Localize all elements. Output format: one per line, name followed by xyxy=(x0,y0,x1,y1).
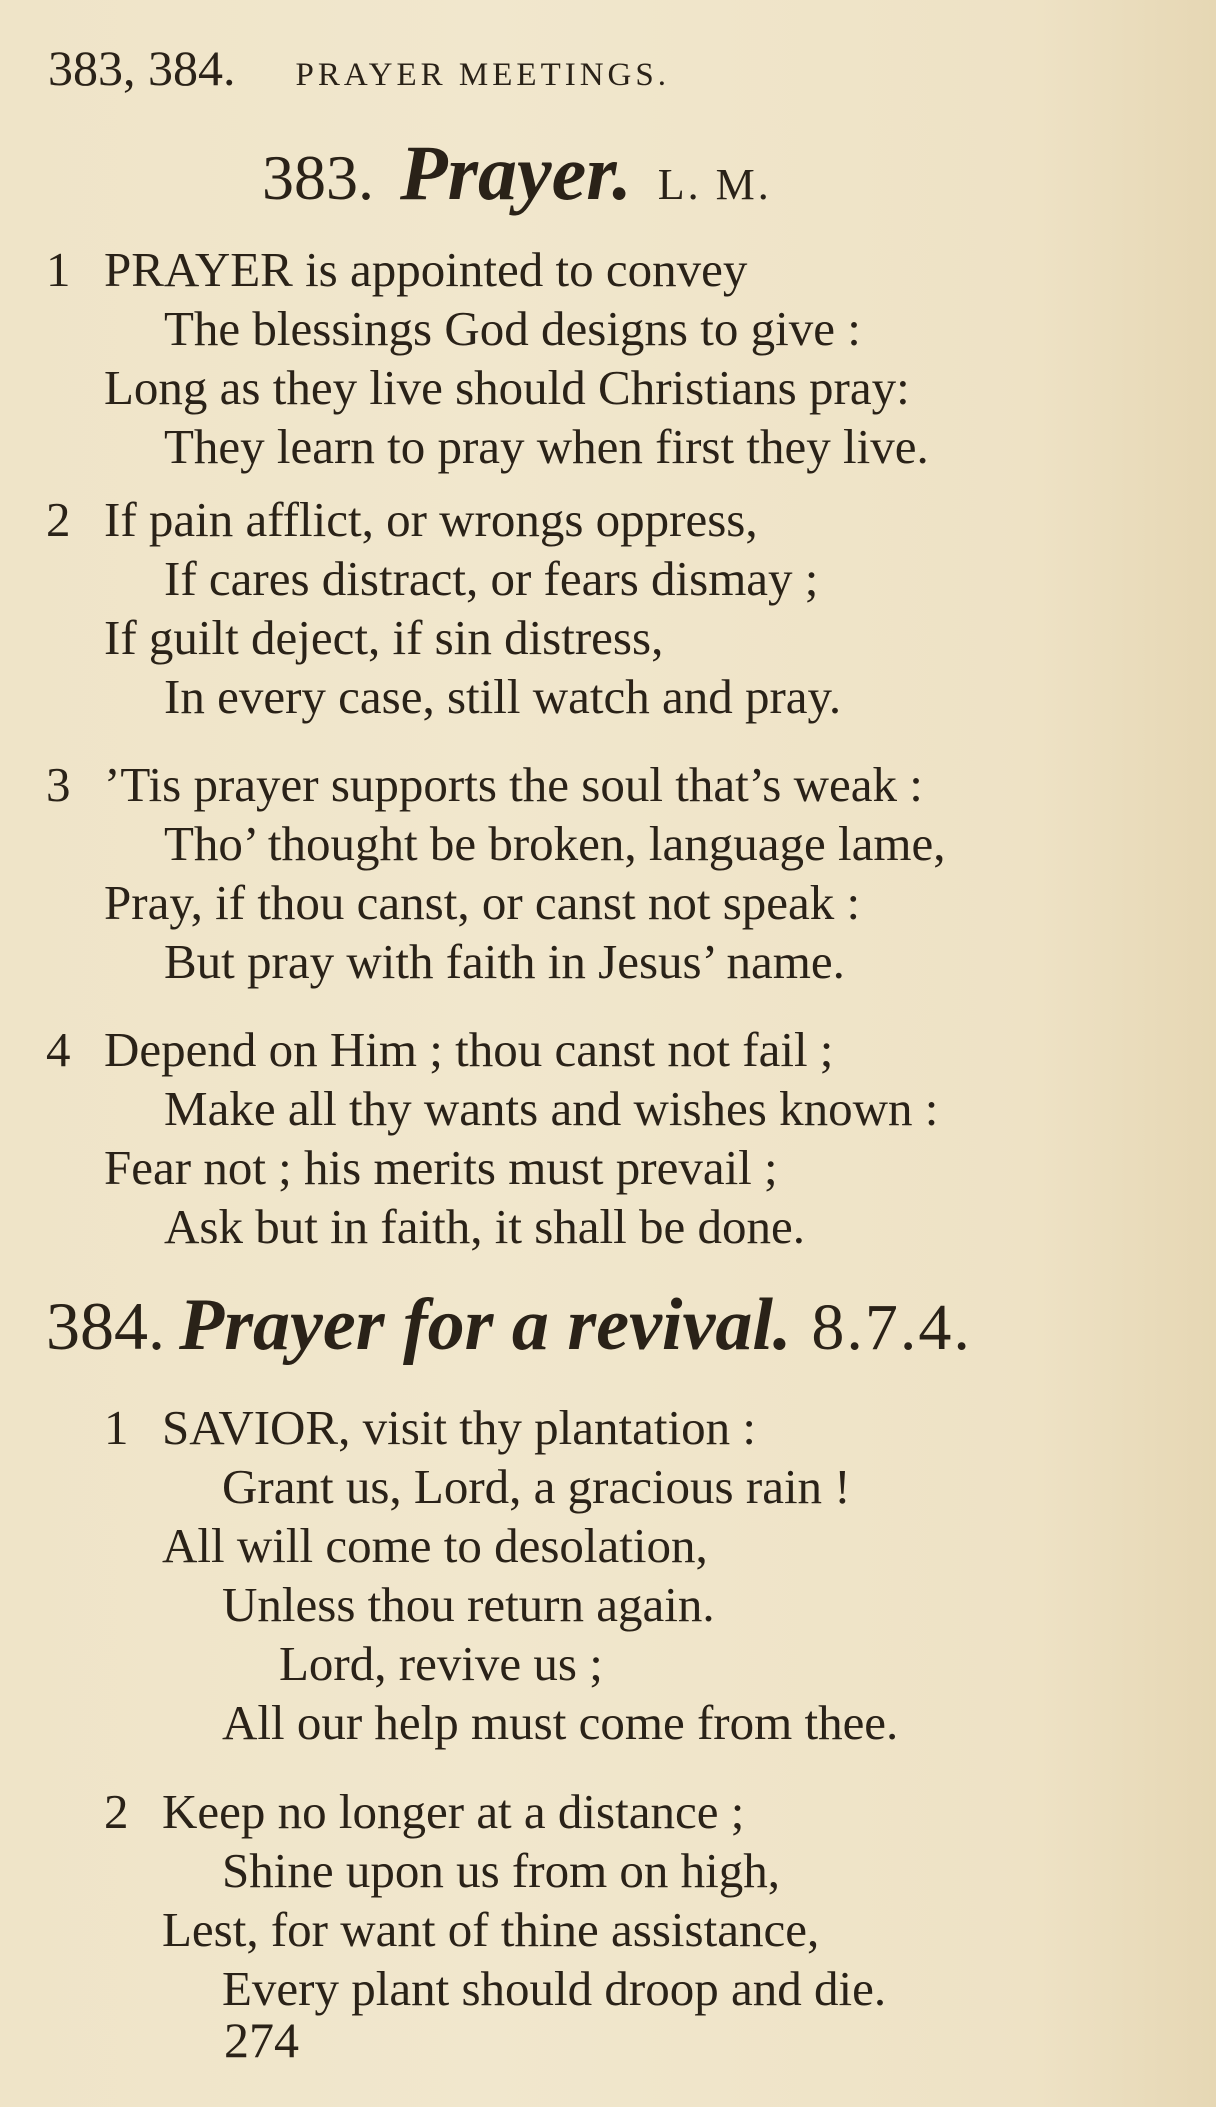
verse-line: Pray, if thou canst, or canst not speak : xyxy=(104,875,861,930)
hymn-383-stanza-4 xyxy=(46,1020,938,1256)
hymn-383-stanza-1 xyxy=(46,240,929,476)
verse-line: Long as they live should Christians pray: xyxy=(104,360,910,415)
hymn-384-title xyxy=(46,1280,972,1390)
running-head-hymn-numbers: 383, 384. xyxy=(48,40,236,96)
stanza-number: 2 xyxy=(46,492,71,547)
verse-line: All will come to desolation, xyxy=(162,1518,708,1573)
verse-line: All our help must come from thee. xyxy=(222,1695,899,1750)
verse-line: PRAYER is appointed to convey xyxy=(104,242,748,297)
stanza-number: 2 xyxy=(104,1784,129,1839)
verse-line: ’Tis prayer supports the soul that’s weak : xyxy=(104,757,923,812)
verse-line: They learn to pray when first they live. xyxy=(164,419,929,474)
verse-line: SAVIOR, visit thy plantation : xyxy=(162,1400,756,1455)
hymn-number: 383. xyxy=(262,142,374,213)
page-number: 274 xyxy=(224,2012,299,2068)
hymn-384-stanza-1 xyxy=(104,1398,898,1752)
verse-line: Grant us, Lord, a gracious rain ! xyxy=(222,1459,851,1514)
stanza-number: 4 xyxy=(46,1022,71,1077)
verse-line: If pain afflict, or wrongs oppress, xyxy=(104,492,758,547)
hymn-383-stanza-3 xyxy=(46,755,946,991)
running-head-section: PRAYER MEETINGS. xyxy=(295,57,670,93)
stanza-number: 1 xyxy=(104,1400,129,1455)
hymn-name: Prayer. xyxy=(400,129,632,216)
verse-line: Keep no longer at a distance ; xyxy=(162,1784,745,1839)
verse-line: Ask but in faith, it shall be done. xyxy=(164,1199,805,1254)
verse-line: The blessings God designs to give : xyxy=(164,301,861,356)
verse-line: Lest, for want of thine assistance, xyxy=(162,1902,820,1957)
verse-line: Fear not ; his merits must prevail ; xyxy=(104,1140,778,1195)
hymn-383-stanza-2 xyxy=(46,490,841,726)
verse-line: Unless thou return again. xyxy=(222,1577,715,1632)
hymn-meter: L. M. xyxy=(657,160,772,209)
verse-line: Tho’ thought be broken, language lame, xyxy=(164,816,946,871)
verse-line: Lord, revive us ; xyxy=(279,1636,603,1691)
verse-line: If cares distract, or fears dismay ; xyxy=(164,551,819,606)
verse-line: Every plant should droop and die. xyxy=(222,1961,887,2016)
hymn-name: Prayer for a revival. xyxy=(179,1284,792,1366)
verse-line: Depend on Him ; thou canst not fail ; xyxy=(104,1022,834,1077)
verse-line: Shine upon us from on high, xyxy=(222,1843,781,1898)
verse-line: In every case, still watch and pray. xyxy=(164,669,842,724)
stanza-number: 1 xyxy=(46,242,71,297)
verse-line: If guilt deject, if sin distress, xyxy=(104,610,664,665)
hymn-384-stanza-2 xyxy=(104,1782,886,2018)
running-head xyxy=(48,38,670,105)
hymn-number: 384. xyxy=(46,1288,165,1364)
stanza-number: 3 xyxy=(46,757,71,812)
hymn-383-title xyxy=(262,128,772,240)
hymn-meter: 8.7.4. xyxy=(811,1291,972,1364)
verse-line: But pray with faith in Jesus’ name. xyxy=(164,934,845,989)
verse-line: Make all thy wants and wishes known : xyxy=(164,1081,939,1136)
